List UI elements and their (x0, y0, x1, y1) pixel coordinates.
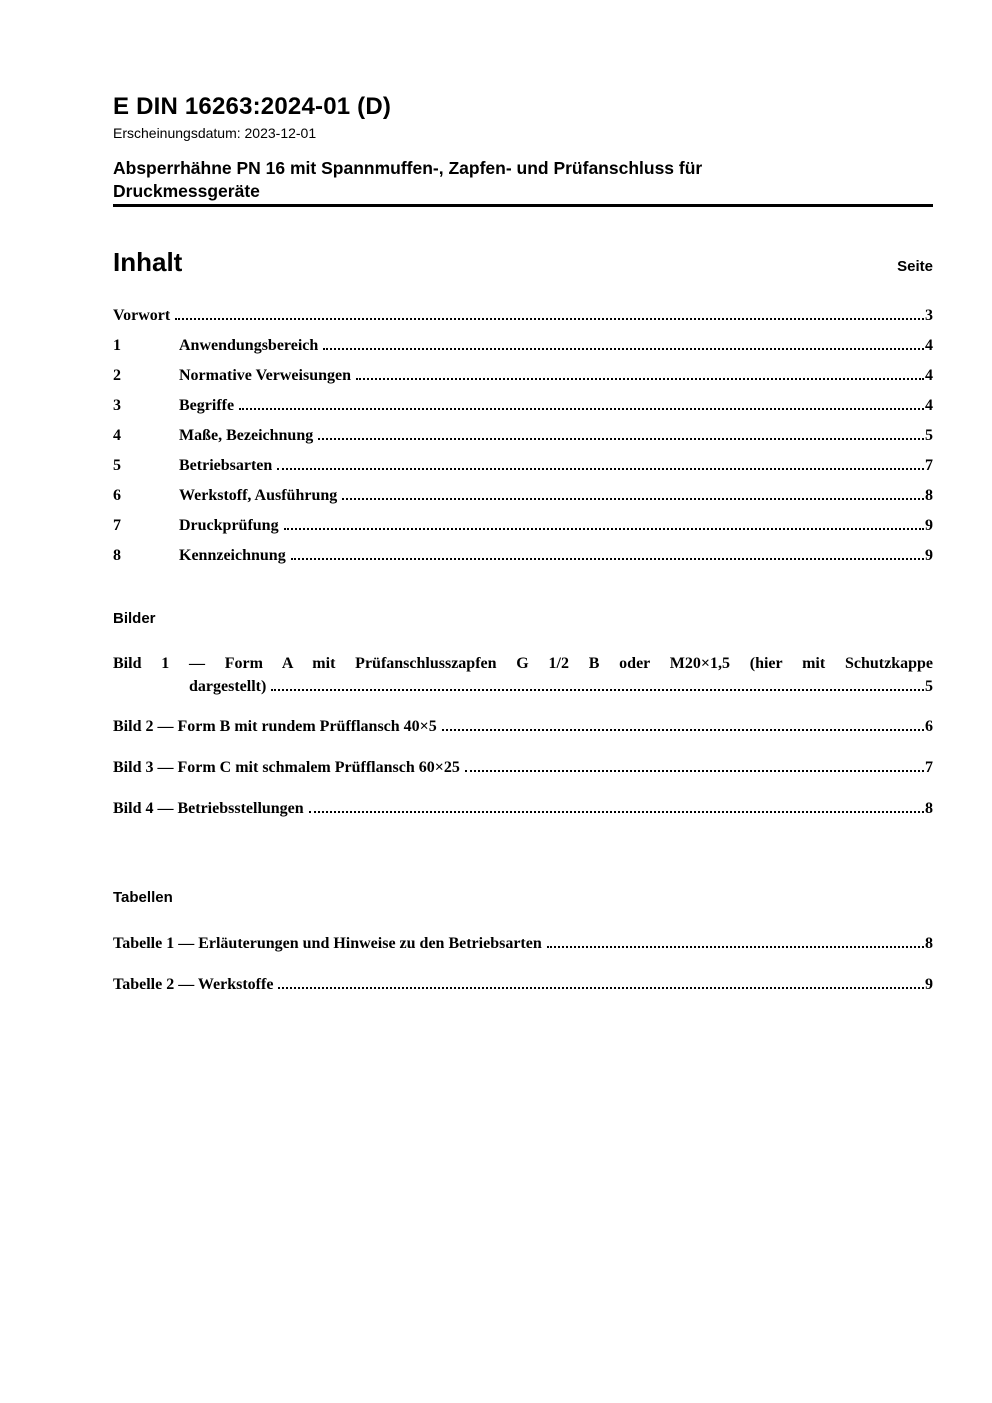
figure-page: 6 (925, 717, 933, 735)
toc-entry-werkstoff-ausfuehrung[interactable] (113, 488, 933, 504)
leader-dots (175, 318, 924, 320)
toc-entry-number: 8 (113, 546, 121, 564)
toc-entry-number: 7 (113, 516, 121, 534)
publish-date: Erscheinungsdatum: 2023-12-01 (113, 124, 317, 141)
toc-list (113, 308, 933, 564)
toc-entry-page: 9 (925, 516, 933, 534)
doc-title-line1: Absperrhähne PN 16 mit Spannmuffen-, Zapfen- und Prüfanschluss für (113, 157, 703, 178)
leader-dots (356, 378, 924, 380)
toc-entry-label: Maße, Bezeichnung (179, 426, 314, 444)
toc-entry-label: Betriebsarten (179, 456, 273, 474)
toc-entry-page: 3 (925, 306, 933, 324)
table-label: Tabelle 1 — Erläuterungen und Hinweise zu den Betriebsarten (113, 934, 542, 952)
figure-page: 7 (925, 758, 933, 776)
toc-entry-number: 6 (113, 486, 121, 504)
toc-entry-masse-bezeichnung[interactable] (113, 428, 933, 444)
toc-entry-druckpruefung[interactable] (113, 518, 933, 534)
toc-entry-number: 2 (113, 366, 121, 384)
leader-dots (318, 438, 924, 440)
toc-figure-entry-bild2[interactable] (113, 715, 933, 738)
toc-entry-page: 4 (925, 396, 933, 414)
figure-label: Bild 4 — Betriebsstellungen (113, 799, 304, 817)
table-page: 9 (925, 975, 933, 993)
toc-heading: Inhalt (113, 246, 183, 277)
toc-entry-number: 4 (113, 426, 121, 444)
toc-entry-label: Kennzeichnung (179, 546, 286, 564)
tables-list (113, 932, 933, 996)
page-column-label: Seite (897, 257, 933, 275)
toc-table-entry-tabelle2[interactable] (113, 973, 933, 996)
figure-label-line1: Bild 1 — Form A mit Prüfanschlusszapfen G 1/2 B oder M20×1,5 (hier mit Schutzkappe (113, 654, 933, 672)
leader-dots (547, 946, 924, 948)
doc-number: E DIN 16263:2024-01 (D) (113, 93, 392, 120)
leader-dots (442, 729, 924, 731)
toc-entry-label: Werkstoff, Ausführung (179, 486, 338, 504)
toc-header (113, 246, 933, 277)
leader-dots (239, 408, 924, 410)
leader-dots (278, 987, 924, 989)
figure-page: 5 (925, 677, 933, 695)
doc-title-line2: Druckmessgeräte (113, 180, 260, 201)
figures-heading: Bilder (113, 609, 156, 627)
toc-entry-label: Begriffe (179, 396, 235, 414)
toc-entry-number: 3 (113, 396, 121, 414)
toc-figure-entry-bild3[interactable] (113, 756, 933, 779)
leader-dots (271, 689, 924, 691)
leader-dots (284, 528, 924, 530)
toc-entry-anwendungsbereich[interactable] (113, 338, 933, 354)
toc-entry-label: Vorwort (113, 306, 171, 324)
toc-table-entry-tabelle1[interactable] (113, 932, 933, 955)
toc-entry-page: 5 (925, 426, 933, 444)
tables-heading: Tabellen (113, 888, 173, 906)
toc-entry-vorwort[interactable] (113, 308, 933, 324)
toc-figure-entry-bild1[interactable] (113, 652, 933, 698)
toc-entry-label: Normative Verweisungen (179, 366, 351, 384)
figure-page: 8 (925, 799, 933, 817)
toc-entry-page: 8 (925, 486, 933, 504)
doc-title (113, 157, 933, 207)
toc-entry-kennzeichnung[interactable] (113, 548, 933, 564)
toc-entry-page: 7 (925, 456, 933, 474)
figure-label: Bild 3 — Form C mit schmalem Prüfflansch 60×25 (113, 758, 460, 776)
leader-dots (465, 770, 924, 772)
toc-entry-label: Druckprüfung (179, 516, 279, 534)
toc-entry-begriffe[interactable] (113, 398, 933, 414)
leader-dots (323, 348, 924, 350)
toc-entry-page: 4 (925, 336, 933, 354)
toc-entry-normative-verweisungen[interactable] (113, 368, 933, 384)
toc-figure-entry-bild4[interactable] (113, 797, 933, 820)
leader-dots (277, 468, 924, 470)
table-label: Tabelle 2 — Werkstoffe (113, 975, 274, 993)
toc-entry-label: Anwendungsbereich (179, 336, 319, 354)
figure-label-line2: dargestellt) (189, 677, 267, 695)
figures-list (113, 652, 933, 820)
toc-entry-number: 1 (113, 336, 121, 354)
toc-entry-page: 4 (925, 366, 933, 384)
toc-entry-number: 5 (113, 456, 121, 474)
figure-label: Bild 2 — Form B mit rundem Prüfflansch 40×5 (113, 717, 437, 735)
toc-entry-betriebsarten[interactable] (113, 458, 933, 474)
toc-entry-page: 9 (925, 546, 933, 564)
leader-dots (291, 558, 924, 560)
table-page: 8 (925, 934, 933, 952)
leader-dots (342, 498, 924, 500)
leader-dots (309, 811, 924, 813)
